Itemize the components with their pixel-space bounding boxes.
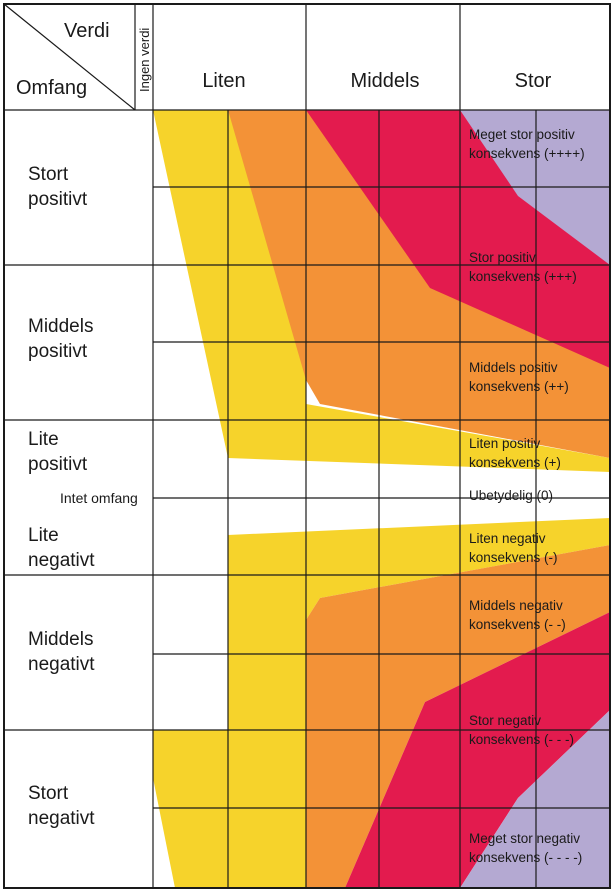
row-label-intet-omfang: Intet omfang [60,490,138,506]
zone-label-stor-negativ-2: konsekvens (- - -) [469,732,575,747]
row-label-stort-positivt-2: positivt [28,189,88,210]
row-label-middels-negativt-2: negativt [28,654,95,675]
zone-label-liten-positiv-2: konsekvens (+) [469,455,561,470]
zone-label-stor-positiv-2: konsekvens (+++) [469,269,577,284]
zone-label-middels-negativ-2: konsekvens (- -) [469,617,566,632]
row-labels [28,164,138,829]
column-header-middels: Middels [350,70,420,92]
zone-label-stor-positiv-1: Stor positiv [469,250,536,265]
header-value-title: Verdi [64,20,110,42]
zone-label-meget-stor-negativ-1: Meget stor negativ [469,831,581,846]
row-label-stort-negativt-1: Stort [28,783,69,804]
row-label-stort-negativt-2: negativt [28,808,95,829]
row-label-lite-negativt-2: negativt [28,550,95,571]
zone-label-meget-stor-positiv-2: konsekvens (++++) [469,146,585,161]
row-label-stort-positivt-1: Stort [28,164,69,185]
row-label-middels-positivt-1: Middels [28,316,94,337]
zone-label-middels-positiv-1: Middels positiv [469,360,558,375]
row-label-lite-negativt-1: Lite [28,525,59,546]
zone-label-liten-negativ-1: Liten negativ [469,531,546,546]
row-label-lite-positivt-2: positivt [28,454,88,475]
row-label-lite-positivt-1: Lite [28,429,59,450]
zone-label-liten-negativ-2: konsekvens (-) [469,550,558,565]
zone-label-middels-positiv-2: konsekvens (++) [469,379,569,394]
header-no-value: Ingen verdi [137,27,152,92]
row-label-middels-positivt-2: positivt [28,341,88,362]
header-scope-title: Omfang [16,77,88,99]
zone-label-stor-negativ-1: Stor negativ [469,713,542,728]
column-header-stor: Stor [514,70,552,92]
zone-label-liten-positiv-1: Liten positiv [469,436,541,451]
column-header-liten: Liten [202,70,246,92]
zone-label-middels-negativ-1: Middels negativ [469,598,563,613]
zone-label-meget-stor-negativ-2: konsekvens (- - - -) [469,850,583,865]
row-label-middels-negativt-1: Middels [28,629,94,650]
zone-label-ubetydelig: Ubetydelig (0) [469,488,554,503]
zone-label-meget-stor-positiv-1: Meget stor positiv [469,127,575,142]
header [16,20,552,99]
